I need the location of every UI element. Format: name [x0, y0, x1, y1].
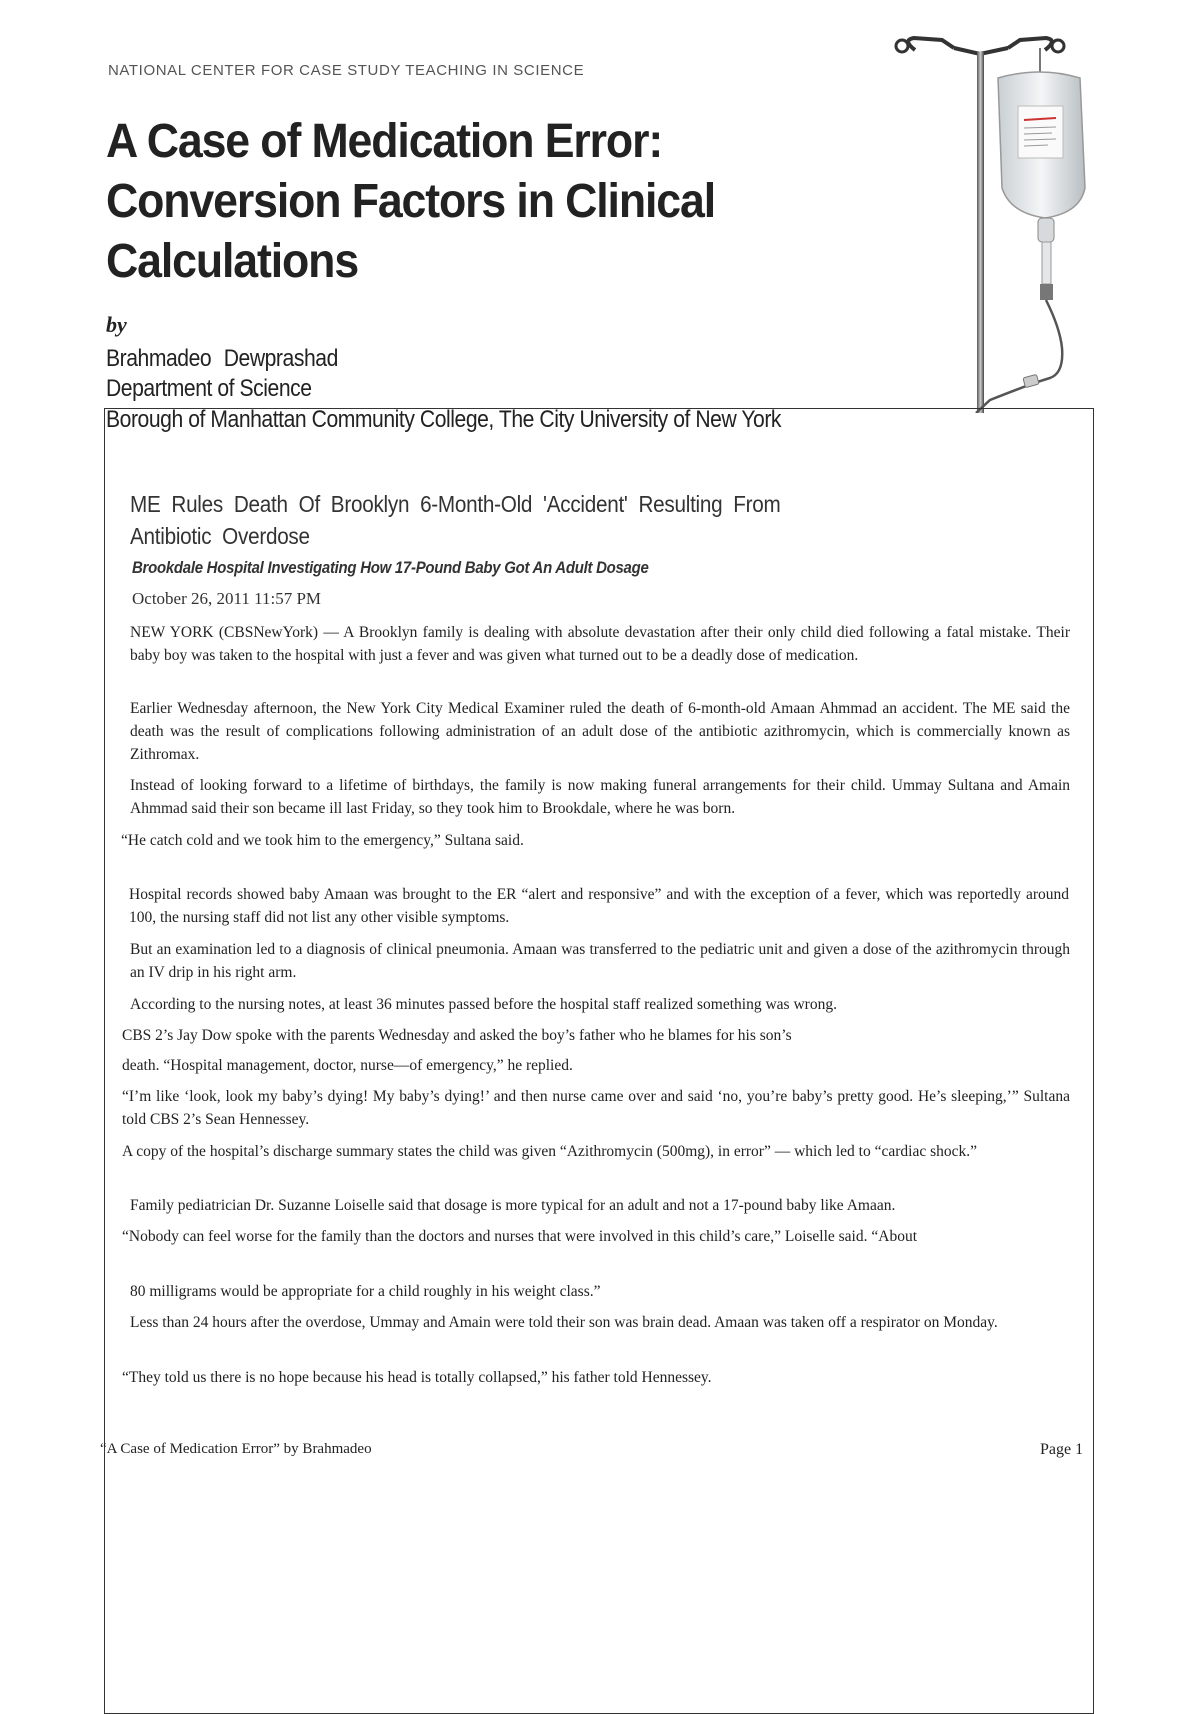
- article-paragraph: A copy of the hospital’s discharge summary states the child was given “Azithromycin (500mg), in error” — which led to “cardiac shock.”: [122, 1143, 977, 1160]
- article-paragraph: But an examination led to a diagnosis of clinical pneumonia. Amaan was transferred to the pediatric unit and given a dose of the azithromycin through an IV drip in his right arm.: [130, 941, 1070, 981]
- by-label: by: [106, 312, 127, 337]
- title-line-2: Conversion Factors in Clinical: [106, 175, 715, 228]
- article-paragraph: Family pediatrician Dr. Suzanne Loiselle said that dosage is more typical for an adult and not a 17-pound baby like Amaan.: [130, 1197, 896, 1214]
- footer-citation: “A Case of Medication Error” by Brahmadeo: [100, 1441, 372, 1457]
- case-title: [106, 112, 738, 292]
- article-paragraph: “I’m like ‘look, look my baby’s dying! My baby’s dying!’ and then nurse came over and said ‘no, you’re baby’s pretty good. He’s sleeping,’” Sultana told CBS 2’s Sean Hennessey.: [122, 1088, 1070, 1128]
- article-paragraph: NEW YORK (CBSNewYork) — A Brooklyn family is dealing with absolute devastation after their only child died following a fatal mistake. Their baby boy was taken to the hospital with just a fever and was given what turned out to be a deadly dose of medication.: [130, 624, 1070, 664]
- article-paragraph: Hospital records showed baby Amaan was brought to the ER “alert and responsive” and with the exception of a fever, which was reportedly around 100, the nursing staff did not list any other visible symptoms.: [129, 886, 1069, 926]
- article-subheadline: Brookdale Hospital Investigating How 17-Pound Baby Got An Adult Dosage: [132, 558, 649, 577]
- article-headline: ME Rules Death Of Brooklyn 6-Month-Old 'Accident' Resulting From Antibiotic Overdose: [130, 491, 781, 549]
- article-paragraph: “He catch cold and we took him to the emergency,” Sultana said.: [121, 832, 524, 849]
- page-number: Page 1: [1040, 1441, 1084, 1458]
- article-date: October 26, 2011 11:57 PM: [132, 589, 322, 608]
- article-paragraph: “Nobody can feel worse for the family than the doctors and nurses that were involved in this child’s care,” Loiselle said. “About: [122, 1228, 917, 1245]
- article-paragraph: 80 milligrams would be appropriate for a child roughly in his weight class.”: [130, 1283, 601, 1300]
- article-paragraph: Earlier Wednesday afternoon, the New York City Medical Examiner ruled the death of 6-month-old Amaan Ahmmad an accident. The ME said the death was the result of complications following administration of an adult dose of the antibiotic azithromycin, which is commercially known as Zithromax.: [130, 700, 1070, 763]
- author-name: Brahmadeo Dewprashad: [106, 345, 338, 372]
- article-paragraph: Less than 24 hours after the overdose, Ummay and Amain were told their son was brain dead. Amaan was taken off a respirator on Monday.: [130, 1314, 998, 1331]
- article-paragraph: “They told us there is no hope because his head is totally collapsed,” his father told Hennessey.: [122, 1369, 712, 1386]
- article-paragraph: According to the nursing notes, at least 36 minutes passed before the hospital staff realized something was wrong.: [130, 996, 837, 1013]
- organization-label: NATIONAL CENTER FOR CASE STUDY TEACHING IN SCIENCE: [108, 62, 585, 79]
- article-paragraph: death. “Hospital management, doctor, nurse—of emergency,” he replied.: [122, 1057, 573, 1074]
- title-line-3: Calculations: [106, 235, 359, 288]
- article-paragraph: CBS 2’s Jay Dow spoke with the parents Wednesday and asked the boy’s father who he blames for his son’s: [122, 1027, 792, 1044]
- iv-pole-illustration: [880, 28, 1100, 413]
- author-department: Department of Science: [106, 375, 312, 402]
- article-paragraph: Instead of looking forward to a lifetime of birthdays, the family is now making funeral arrangements for their child. Ummay Sultana and Amain Ahmmad said their son became ill last Friday, so they took him to Brookdale, where he was born.: [130, 777, 1070, 817]
- author-institution: Borough of Manhattan Community College, The City University of New York: [106, 406, 782, 433]
- title-line-1: A Case of Medication Error:: [106, 115, 663, 168]
